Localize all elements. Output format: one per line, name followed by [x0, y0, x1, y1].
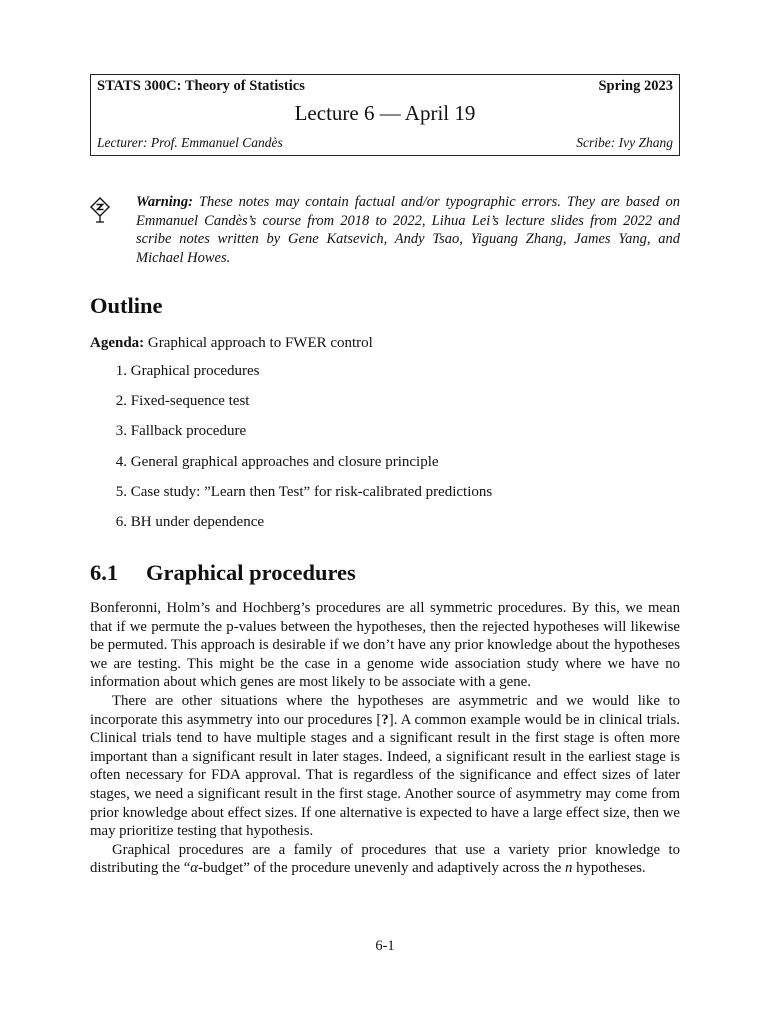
page-number: 6-1 [375, 938, 395, 954]
agenda-item: 6. BH under dependence [115, 513, 265, 530]
agenda-line [90, 335, 373, 352]
course-title: STATS 300C: Theory of Statistics [97, 78, 305, 94]
warning-text: These notes may contain factual and/or typographic errors. They are based on Emmanuel Candès’s course from 2018 to 2022, Lihua Lei’s lecture slides from 2022 and scribe notes written by Gene Katsevich, Andy Tsao, Yiguang Zhang, James Yang, and Michael Howes. [136, 194, 680, 266]
term: Spring 2023 [598, 78, 673, 94]
scribe: Scribe: Ivy Zhang [576, 135, 673, 150]
paragraph-1: Bonferonni, Holm’s and Hochberg’s procedures are all symmetric procedures. By this, we mean that if we permute the p-values between the hypotheses, then the rejected hypotheses will likewise be permuted. This approach is desirable if we don’t have any prior knowledge about the hypotheses we are testing. This might be the case in a genome wide association study where we have no information about which genes are most likely to be associate with a gene. [90, 600, 680, 691]
n-symbol: n [564, 860, 573, 877]
lecturer: Lecturer: Prof. Emmanuel Candès [97, 135, 283, 150]
alpha-symbol: α [190, 860, 199, 877]
agenda-item: 2. Fixed-sequence test [115, 393, 250, 410]
section-number: 6.1 [90, 560, 119, 585]
section-title: Graphical procedures [146, 560, 356, 585]
lecture-title: Lecture 6 — April 19 [294, 101, 476, 125]
agenda-text: Graphical approach to FWER control [144, 335, 373, 351]
paragraph-3: Graphical procedures are a family of procedures that use a variety prior knowledge to distributing the “α-budget” of the procedure unevenly and adaptively across the n hypotheses. [90, 841, 680, 877]
agenda-item: 3. Fallback procedure [115, 423, 247, 440]
warning-label: Warning: [136, 194, 193, 210]
section-heading [90, 560, 356, 586]
agenda-label: Agenda: [90, 335, 145, 351]
agenda-item: 5. Case study: ”Learn then Test” for risk-calibrated predictions [115, 483, 493, 500]
agenda-item: 4. General graphical approaches and closure principle [115, 453, 439, 470]
page [90, 0, 680, 1024]
lecture-header-box [90, 74, 680, 156]
section-body [90, 599, 680, 878]
warning-note [90, 193, 680, 267]
citation-ref[interactable]: ? [381, 711, 389, 728]
agenda-item: 1. Graphical procedures [115, 363, 260, 379]
paragraph-2: There are other situations where the hypotheses are asymmetric and we would like to incorporate this asymmetry into our procedures [?]. A common example would be in clinical trials. Clinical trials tend to have multiple stages and a significant result in the first stage is often more important than a significant result in later stages. Indeed, a significant result in the earliest stage is often necessary for FDA approval. That is regardless of the significance and effect sizes of later stages, we need a significant result in the first stage. Another source of asymmetry may come from prior knowledge about effect sizes. If one alternative is expected to have a large effect size, then we may prioritize testing that hypothesis. [90, 692, 680, 840]
agenda-list [90, 362, 492, 543]
outline-heading: Outline [90, 293, 163, 318]
warning-paragraph [90, 193, 680, 267]
